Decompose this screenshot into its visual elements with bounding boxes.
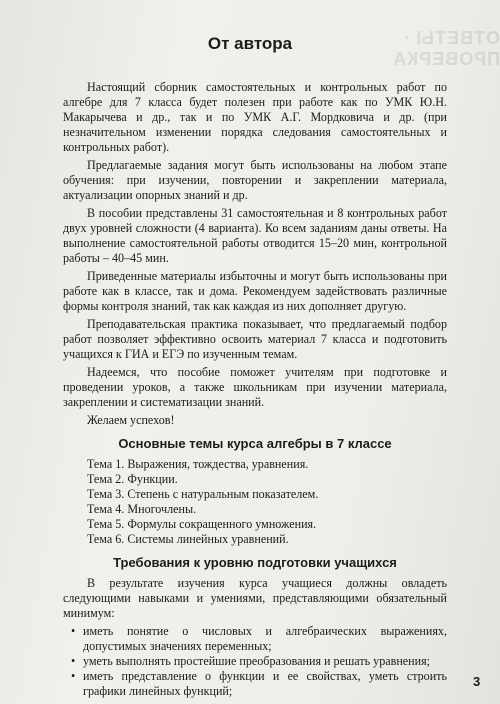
paragraph: В пособии представлены 31 самостоятельная и 8 контрольных работ двух уровней сложности (4 варианта). Ко всем заданиям даны ответы. На выполнение самостоятельной работы отводится 15–20 мин, контрольной работы – 40–45 мин. [63,206,447,265]
topics-list [63,457,447,547]
topic-item: Тема 3. Степень с натуральным показателем. [87,487,319,501]
topic-item: Тема 6. Системы линейных уравнений. [87,532,289,546]
paragraph: Желаем успехов! [87,413,175,427]
requirement-item: • иметь понятие о числовых и алгебраических выражениях, допустимых значениях переменных; [63,624,447,654]
paragraph: Приведенные материалы избыточны и могут быть использованы при работе как в классе, так и дома. Рекомендуем задействовать различные формы контроля знаний, так как каждая из них дополняет другую. [63,269,447,313]
bleed-through-text: ОТВЕТЫ · ПРОВЕРКА [392,28,500,69]
paragraph: Настоящий сборник самостоятельных и контрольных работ по алгебре для 7 класса будет полезен при работе как по УМК Ю.Н. Макарычева и др., так и по УМК А.Г. Мордковича и др. (при незначительном изменении порядка следования самостоятельных и контрольных работ). [63,80,447,154]
paragraph: Предлагаемые задания могут быть использованы на любом этапе обучения: при изучении, повторении и закреплении материала, актуализации опорных знаний и др. [63,158,447,202]
topic-item: Тема 4. Многочлены. [87,502,197,516]
requirements-heading: Требования к уровню подготовки учащихся [113,555,397,570]
page-title: От автора [207,34,293,53]
topic-item: Тема 2. Функции. [87,472,178,486]
topic-item: Тема 1. Выражения, тождества, уравнения. [87,457,309,471]
requirements-intro: В результате изучения курса учащиеся должны овладеть следующими навыками и умениями, представляющими обязательный минимум: [63,576,447,620]
page-number: 3 [473,674,481,689]
paragraph: Преподавательская практика показывает, что предлагаемый подбор работ позволяет эффективно освоить материал 7 класса и подготовить учащихся к ГИА и ЕГЭ по изученным темам. [63,317,447,361]
topic-item: Тема 5. Формулы сокращенного умножения. [87,517,317,531]
page-body [63,80,447,699]
requirement-item: • уметь выполнять простейшие преобразования и решать уравнения; [63,654,447,669]
paragraph: Надеемся, что пособие поможет учителям при подготовке и проведении уроков, а также школьникам при изучении материала, закреплении и систематизации знаний. [63,365,447,409]
requirement-item: • иметь представление о функции и ее свойствах, уметь строить графики линейных функций; [63,669,447,699]
requirements-list [63,624,447,699]
topics-heading: Основные темы курса алгебры в 7 классе [118,436,392,451]
